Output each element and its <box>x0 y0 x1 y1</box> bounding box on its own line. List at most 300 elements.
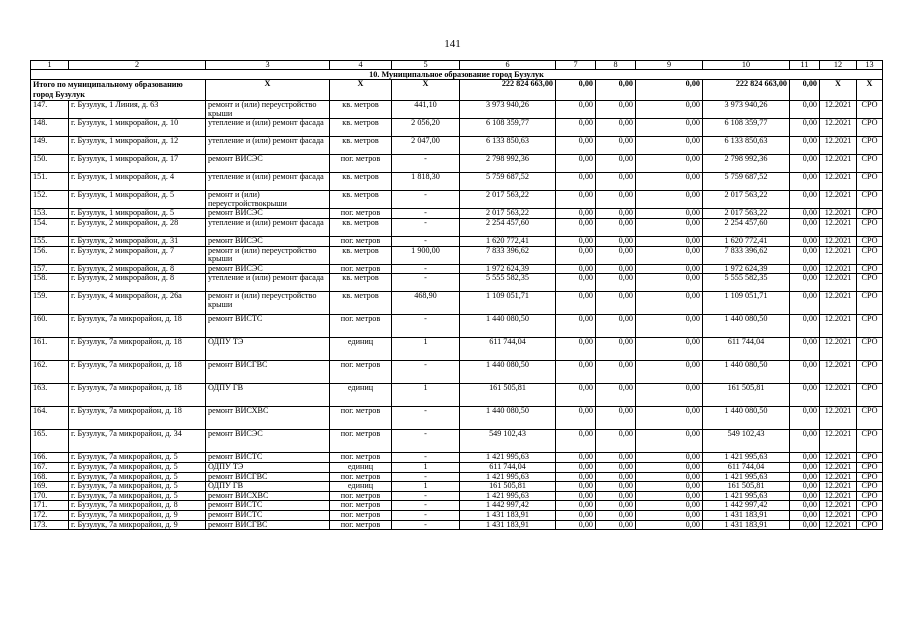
cost-regional-cell: 1 431 183,91 <box>703 510 790 520</box>
amount-cell: 0,00 <box>636 453 703 463</box>
amount-cell: 0,00 <box>790 462 820 472</box>
quantity-cell: - <box>392 236 460 246</box>
amount-cell: 0,00 <box>636 510 703 520</box>
work-type-cell: ремонт ВИСГВС <box>206 520 330 530</box>
source-cell: СРО <box>857 264 883 274</box>
completion-date-cell: 12.2021 <box>820 472 857 482</box>
unit-cell: кв. метров <box>330 274 392 292</box>
amount-cell: 0,00 <box>790 218 820 236</box>
quantity-cell: 1 <box>392 338 460 361</box>
column-number: 1 <box>31 61 69 70</box>
cost-total-cell: 611 744,04 <box>460 338 556 361</box>
unit-cell: кв. метров <box>330 191 392 209</box>
address-cell: г. Бузулук, 1 микрорайон, д. 12 <box>69 137 206 155</box>
amount-cell: 0,00 <box>596 491 636 501</box>
cost-regional-cell: 2 017 563,22 <box>703 191 790 209</box>
address-cell: г. Бузулук, 1 Линия, д. 63 <box>69 101 206 119</box>
work-type-cell: ремонт и (или) переустройство крыши <box>206 101 330 119</box>
amount-cell: 0,00 <box>556 472 596 482</box>
total-cell: 0,00 <box>556 80 596 101</box>
page-number: 141 <box>444 38 461 50</box>
work-type-cell: ремонт и (или) переустройствокрыши <box>206 191 330 209</box>
amount-cell: 0,00 <box>596 453 636 463</box>
row-number: 156. <box>31 246 69 264</box>
quantity-cell: - <box>392 453 460 463</box>
cost-total-cell: 2 798 992,36 <box>460 155 556 173</box>
amount-cell: 0,00 <box>556 453 596 463</box>
quantity-cell: 1 900,00 <box>392 246 460 264</box>
cost-regional-cell: 2 017 563,22 <box>703 209 790 219</box>
cost-total-cell: 161 505,81 <box>460 384 556 407</box>
amount-cell: 0,00 <box>596 520 636 530</box>
table-row <box>31 520 883 530</box>
work-type-cell: утепление и (или) ремонт фасада <box>206 119 330 137</box>
amount-cell: 0,00 <box>636 246 703 264</box>
amount-cell: 0,00 <box>596 246 636 264</box>
row-number: 164. <box>31 407 69 430</box>
completion-date-cell: 12.2021 <box>820 361 857 384</box>
amount-cell: 0,00 <box>596 338 636 361</box>
work-type-cell: ремонт ВИСХВС <box>206 491 330 501</box>
quantity-cell: 1 <box>392 462 460 472</box>
amount-cell: 0,00 <box>790 191 820 209</box>
column-number: 13 <box>857 61 883 70</box>
amount-cell: 0,00 <box>596 274 636 292</box>
work-type-cell: ремонт и (или) переустройство крыши <box>206 246 330 264</box>
source-cell: СРО <box>857 338 883 361</box>
amount-cell: 0,00 <box>556 510 596 520</box>
cost-total-cell: 1 421 995,63 <box>460 472 556 482</box>
cost-regional-cell: 611 744,04 <box>703 462 790 472</box>
amount-cell: 0,00 <box>636 173 703 191</box>
table-row <box>31 119 883 137</box>
source-cell: СРО <box>857 501 883 511</box>
quantity-cell: - <box>392 510 460 520</box>
address-cell: г. Бузулук, 7а микрорайон, д. 5 <box>69 462 206 472</box>
address-cell: г. Бузулук, 7а микрорайон, д. 5 <box>69 491 206 501</box>
column-number: 7 <box>556 61 596 70</box>
work-type-cell: утепление и (или) ремонт фасада <box>206 274 330 292</box>
amount-cell: 0,00 <box>790 491 820 501</box>
amount-cell: 0,00 <box>596 407 636 430</box>
address-cell: г. Бузулук, 2 микрорайон, д. 31 <box>69 236 206 246</box>
amount-cell: 0,00 <box>636 491 703 501</box>
amount-cell: 0,00 <box>636 292 703 315</box>
amount-cell: 0,00 <box>596 173 636 191</box>
amount-cell: 0,00 <box>596 430 636 453</box>
row-number: 171. <box>31 501 69 511</box>
source-cell: СРО <box>857 520 883 530</box>
amount-cell: 0,00 <box>596 191 636 209</box>
work-type-cell: ремонт ВИСХВС <box>206 407 330 430</box>
cost-regional-cell: 1 972 624,39 <box>703 264 790 274</box>
table-row <box>31 292 883 315</box>
cost-regional-cell: 3 973 940,26 <box>703 101 790 119</box>
work-type-cell: ОДПУ ГВ <box>206 384 330 407</box>
completion-date-cell: 12.2021 <box>820 315 857 338</box>
amount-cell: 0,00 <box>596 482 636 492</box>
source-cell: СРО <box>857 472 883 482</box>
amount-cell: 0,00 <box>636 236 703 246</box>
amount-cell: 0,00 <box>636 472 703 482</box>
completion-date-cell: 12.2021 <box>820 173 857 191</box>
cost-total-cell: 1 972 624,39 <box>460 264 556 274</box>
cost-regional-cell: 611 744,04 <box>703 338 790 361</box>
total-cell: X <box>820 80 857 101</box>
address-cell: г. Бузулук, 7а микрорайон, д. 18 <box>69 407 206 430</box>
completion-date-cell: 12.2021 <box>820 236 857 246</box>
quantity-cell: 441,10 <box>392 101 460 119</box>
amount-cell: 0,00 <box>556 407 596 430</box>
amount-cell: 0,00 <box>636 520 703 530</box>
completion-date-cell: 12.2021 <box>820 338 857 361</box>
source-cell: СРО <box>857 209 883 219</box>
row-number: 163. <box>31 384 69 407</box>
source-cell: СРО <box>857 236 883 246</box>
amount-cell: 0,00 <box>636 191 703 209</box>
unit-cell: пог. метров <box>330 430 392 453</box>
source-cell: СРО <box>857 407 883 430</box>
unit-cell: пог. метров <box>330 264 392 274</box>
column-number-row <box>31 61 883 70</box>
column-number: 5 <box>392 61 460 70</box>
cost-regional-cell: 1 421 995,63 <box>703 491 790 501</box>
cost-regional-cell: 6 108 359,77 <box>703 119 790 137</box>
unit-cell: пог. метров <box>330 491 392 501</box>
amount-cell: 0,00 <box>556 338 596 361</box>
table-row <box>31 246 883 264</box>
quantity-cell: - <box>392 491 460 501</box>
address-cell: г. Бузулук, 7а микрорайон, д. 8 <box>69 501 206 511</box>
amount-cell: 0,00 <box>556 462 596 472</box>
source-cell: СРО <box>857 384 883 407</box>
completion-date-cell: 12.2021 <box>820 482 857 492</box>
unit-cell: пог. метров <box>330 472 392 482</box>
cost-total-cell: 6 133 850,63 <box>460 137 556 155</box>
cost-total-cell: 1 421 995,63 <box>460 491 556 501</box>
unit-cell: единиц <box>330 384 392 407</box>
source-cell: СРО <box>857 491 883 501</box>
row-number: 158. <box>31 274 69 292</box>
work-type-cell: ремонт ВИСТС <box>206 510 330 520</box>
amount-cell: 0,00 <box>636 501 703 511</box>
source-cell: СРО <box>857 482 883 492</box>
unit-cell: пог. метров <box>330 361 392 384</box>
cost-total-cell: 6 108 359,77 <box>460 119 556 137</box>
amount-cell: 0,00 <box>790 264 820 274</box>
completion-date-cell: 12.2021 <box>820 384 857 407</box>
amount-cell: 0,00 <box>636 338 703 361</box>
cost-total-cell: 1 431 183,91 <box>460 510 556 520</box>
amount-cell: 0,00 <box>790 236 820 246</box>
cost-regional-cell: 1 431 183,91 <box>703 520 790 530</box>
cost-total-cell: 1 440 080,50 <box>460 361 556 384</box>
table-row <box>31 274 883 292</box>
amount-cell: 0,00 <box>636 209 703 219</box>
amount-cell: 0,00 <box>790 384 820 407</box>
unit-cell: кв. метров <box>330 137 392 155</box>
source-cell: СРО <box>857 361 883 384</box>
row-number: 168. <box>31 472 69 482</box>
address-cell: г. Бузулук, 7а микрорайон, д. 18 <box>69 361 206 384</box>
amount-cell: 0,00 <box>790 501 820 511</box>
amount-cell: 0,00 <box>556 246 596 264</box>
address-cell: г. Бузулук, 4 микрорайон, д. 26а <box>69 292 206 315</box>
cost-regional-cell: 1 109 051,71 <box>703 292 790 315</box>
total-amount: 222 824 663,00 <box>703 80 790 101</box>
source-cell: СРО <box>857 218 883 236</box>
table-row <box>31 137 883 155</box>
completion-date-cell: 12.2021 <box>820 520 857 530</box>
amount-cell: 0,00 <box>636 407 703 430</box>
row-number: 152. <box>31 191 69 209</box>
work-type-cell: ремонт ВИСЭС <box>206 430 330 453</box>
source-cell: СРО <box>857 155 883 173</box>
amount-cell: 0,00 <box>790 482 820 492</box>
column-number: 12 <box>820 61 857 70</box>
row-number: 153. <box>31 209 69 219</box>
amount-cell: 0,00 <box>636 384 703 407</box>
cost-total-cell: 5 759 687,52 <box>460 173 556 191</box>
cost-total-cell: 1 440 080,50 <box>460 315 556 338</box>
amount-cell: 0,00 <box>596 292 636 315</box>
work-type-cell: ремонт ВИСТС <box>206 501 330 511</box>
total-row <box>31 80 883 101</box>
address-cell: г. Бузулук, 7а микрорайон, д. 18 <box>69 315 206 338</box>
row-number: 162. <box>31 361 69 384</box>
row-number: 159. <box>31 292 69 315</box>
amount-cell: 0,00 <box>636 462 703 472</box>
source-cell: СРО <box>857 292 883 315</box>
amount-cell: 0,00 <box>636 482 703 492</box>
completion-date-cell: 12.2021 <box>820 155 857 173</box>
quantity-cell: - <box>392 430 460 453</box>
table-row <box>31 218 883 236</box>
amount-cell: 0,00 <box>790 246 820 264</box>
column-number: 3 <box>206 61 330 70</box>
table-row <box>31 361 883 384</box>
table-row <box>31 384 883 407</box>
amount-cell: 0,00 <box>636 264 703 274</box>
row-number: 172. <box>31 510 69 520</box>
amount-cell: 0,00 <box>636 430 703 453</box>
address-cell: г. Бузулук, 1 микрорайон, д. 10 <box>69 119 206 137</box>
source-cell: СРО <box>857 191 883 209</box>
amount-cell: 0,00 <box>556 191 596 209</box>
row-number: 157. <box>31 264 69 274</box>
completion-date-cell: 12.2021 <box>820 119 857 137</box>
total-cell: X <box>330 80 392 101</box>
amount-cell: 0,00 <box>790 119 820 137</box>
amount-cell: 0,00 <box>636 315 703 338</box>
completion-date-cell: 12.2021 <box>820 510 857 520</box>
amount-cell: 0,00 <box>556 274 596 292</box>
work-type-cell: ремонт ВИСЭС <box>206 236 330 246</box>
cost-regional-cell: 161 505,81 <box>703 482 790 492</box>
amount-cell: 0,00 <box>790 137 820 155</box>
address-cell: г. Бузулук, 7а микрорайон, д. 18 <box>69 338 206 361</box>
amount-cell: 0,00 <box>790 315 820 338</box>
cost-total-cell: 161 505,81 <box>460 482 556 492</box>
unit-cell: пог. метров <box>330 315 392 338</box>
unit-cell: кв. метров <box>330 292 392 315</box>
quantity-cell: 1 <box>392 384 460 407</box>
amount-cell: 0,00 <box>556 209 596 219</box>
unit-cell: пог. метров <box>330 407 392 430</box>
unit-cell: пог. метров <box>330 236 392 246</box>
total-cell: 0,00 <box>790 80 820 101</box>
completion-date-cell: 12.2021 <box>820 407 857 430</box>
cost-total-cell: 1 440 080,50 <box>460 407 556 430</box>
row-number: 170. <box>31 491 69 501</box>
work-type-cell: ОДПУ ТЭ <box>206 462 330 472</box>
unit-cell: пог. метров <box>330 453 392 463</box>
amount-cell: 0,00 <box>790 173 820 191</box>
source-cell: СРО <box>857 462 883 472</box>
amount-cell: 0,00 <box>790 361 820 384</box>
source-cell: СРО <box>857 101 883 119</box>
amount-cell: 0,00 <box>790 209 820 219</box>
cost-total-cell: 1 421 995,63 <box>460 453 556 463</box>
capital-repair-table <box>30 60 883 530</box>
unit-cell: пог. метров <box>330 209 392 219</box>
completion-date-cell: 12.2021 <box>820 209 857 219</box>
row-number: 165. <box>31 430 69 453</box>
unit-cell: кв. метров <box>330 218 392 236</box>
column-number: 2 <box>69 61 206 70</box>
table-row <box>31 173 883 191</box>
completion-date-cell: 12.2021 <box>820 218 857 236</box>
row-number: 161. <box>31 338 69 361</box>
source-cell: СРО <box>857 430 883 453</box>
table-row <box>31 101 883 119</box>
completion-date-cell: 12.2021 <box>820 430 857 453</box>
cost-regional-cell: 1 620 772,41 <box>703 236 790 246</box>
completion-date-cell: 12.2021 <box>820 274 857 292</box>
work-type-cell: ремонт ВИСТС <box>206 453 330 463</box>
amount-cell: 0,00 <box>596 155 636 173</box>
work-type-cell: утепление и (или) ремонт фасада <box>206 218 330 236</box>
address-cell: г. Бузулук, 7а микрорайон, д. 5 <box>69 482 206 492</box>
quantity-cell: 2 047,00 <box>392 137 460 155</box>
quantity-cell: - <box>392 407 460 430</box>
amount-cell: 0,00 <box>596 510 636 520</box>
total-cell: 0,00 <box>636 80 703 101</box>
address-cell: г. Бузулук, 7а микрорайон, д. 18 <box>69 384 206 407</box>
amount-cell: 0,00 <box>790 430 820 453</box>
address-cell: г. Бузулук, 1 микрорайон, д. 5 <box>69 191 206 209</box>
row-number: 169. <box>31 482 69 492</box>
amount-cell: 0,00 <box>556 430 596 453</box>
amount-cell: 0,00 <box>596 236 636 246</box>
quantity-cell: 2 056,20 <box>392 119 460 137</box>
row-number: 173. <box>31 520 69 530</box>
amount-cell: 0,00 <box>790 453 820 463</box>
amount-cell: 0,00 <box>596 361 636 384</box>
cost-total-cell: 1 442 997,42 <box>460 501 556 511</box>
quantity-cell: - <box>392 274 460 292</box>
cost-regional-cell: 1 440 080,50 <box>703 407 790 430</box>
work-type-cell: ОДПУ ГВ <box>206 482 330 492</box>
table-row <box>31 264 883 274</box>
address-cell: г. Бузулук, 7а микрорайон, д. 9 <box>69 520 206 530</box>
table-row <box>31 462 883 472</box>
cost-regional-cell: 2 798 992,36 <box>703 155 790 173</box>
quantity-cell: - <box>392 520 460 530</box>
amount-cell: 0,00 <box>596 101 636 119</box>
table-row <box>31 510 883 520</box>
cost-regional-cell: 1 440 080,50 <box>703 315 790 338</box>
cost-regional-cell: 161 505,81 <box>703 384 790 407</box>
amount-cell: 0,00 <box>556 520 596 530</box>
amount-cell: 0,00 <box>596 137 636 155</box>
work-type-cell: ремонт ВИСЭС <box>206 209 330 219</box>
completion-date-cell: 12.2021 <box>820 453 857 463</box>
completion-date-cell: 12.2021 <box>820 462 857 472</box>
quantity-cell: - <box>392 155 460 173</box>
address-cell: г. Бузулук, 2 микрорайон, д. 8 <box>69 264 206 274</box>
quantity-cell: - <box>392 315 460 338</box>
unit-cell: единиц <box>330 462 392 472</box>
source-cell: СРО <box>857 137 883 155</box>
amount-cell: 0,00 <box>556 137 596 155</box>
cost-total-cell: 549 102,43 <box>460 430 556 453</box>
work-type-cell: ремонт и (или) переустройство крыши <box>206 292 330 315</box>
amount-cell: 0,00 <box>556 119 596 137</box>
row-number: 148. <box>31 119 69 137</box>
amount-cell: 0,00 <box>636 137 703 155</box>
work-type-cell: ремонт ВИСЭС <box>206 264 330 274</box>
amount-cell: 0,00 <box>636 155 703 173</box>
quantity-cell: 468,90 <box>392 292 460 315</box>
amount-cell: 0,00 <box>556 292 596 315</box>
amount-cell: 0,00 <box>790 101 820 119</box>
source-cell: СРО <box>857 510 883 520</box>
cost-total-cell: 7 833 396,62 <box>460 246 556 264</box>
total-cell: X <box>857 80 883 101</box>
completion-date-cell: 12.2021 <box>820 292 857 315</box>
row-number: 151. <box>31 173 69 191</box>
unit-cell: единиц <box>330 338 392 361</box>
column-number: 11 <box>790 61 820 70</box>
amount-cell: 0,00 <box>636 218 703 236</box>
work-type-cell: ремонт ВИСГВС <box>206 472 330 482</box>
unit-cell: кв. метров <box>330 173 392 191</box>
unit-cell: кв. метров <box>330 101 392 119</box>
work-type-cell: ремонт ВИСТС <box>206 315 330 338</box>
address-cell: г. Бузулук, 1 микрорайон, д. 17 <box>69 155 206 173</box>
column-number: 8 <box>596 61 636 70</box>
cost-total-cell: 3 973 940,26 <box>460 101 556 119</box>
cost-total-cell: 1 109 051,71 <box>460 292 556 315</box>
source-cell: СРО <box>857 315 883 338</box>
section-header-row <box>31 70 883 80</box>
amount-cell: 0,00 <box>556 155 596 173</box>
total-label: Итого по муниципальному образованию город Бузулук <box>31 80 206 101</box>
quantity-cell: - <box>392 361 460 384</box>
address-cell: г. Бузулук, 2 микрорайон, д. 28 <box>69 218 206 236</box>
row-number: 160. <box>31 315 69 338</box>
row-number: 166. <box>31 453 69 463</box>
cost-regional-cell: 6 133 850,63 <box>703 137 790 155</box>
table-row <box>31 472 883 482</box>
address-cell: г. Бузулук, 7а микрорайон, д. 5 <box>69 472 206 482</box>
cost-regional-cell: 1 442 997,42 <box>703 501 790 511</box>
amount-cell: 0,00 <box>556 315 596 338</box>
source-cell: СРО <box>857 453 883 463</box>
unit-cell: кв. метров <box>330 119 392 137</box>
unit-cell: пог. метров <box>330 510 392 520</box>
